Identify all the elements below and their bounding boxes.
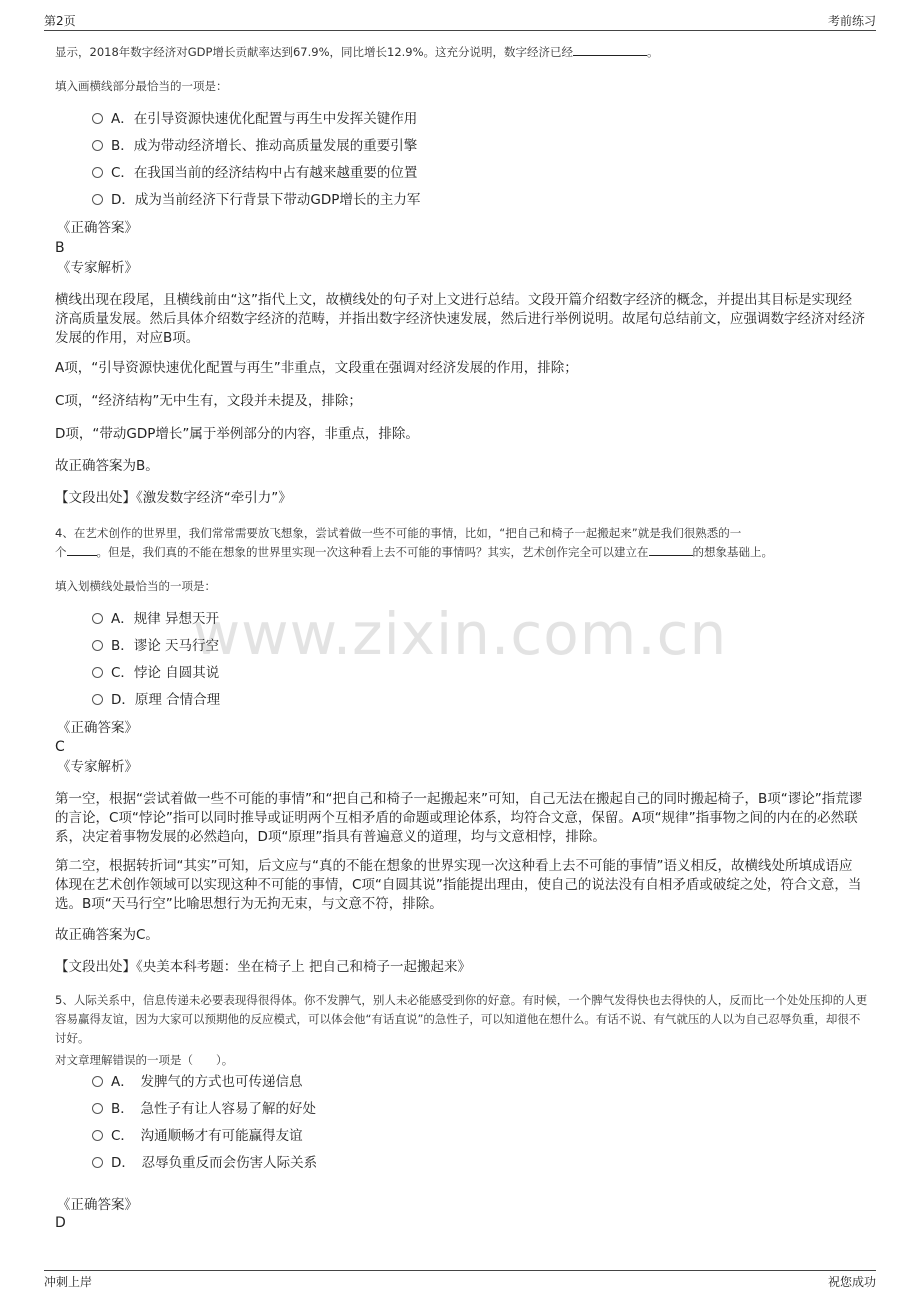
q4-answer-label: 《正确答案》: [57, 720, 138, 736]
q3-analysis-label: 《专家解析》: [57, 260, 138, 276]
q4-option-b[interactable]: [92, 636, 219, 656]
q3-analysis-para-1: 横线出现在段尾，且横线前由“这”指代上文，故横线处的句子对上文进行总结。文段开篇介绍数字经济的概念，并提出其目标是实现经济高质量发展。然后具体介绍数字经济的范畴，并指出数字经济快速发展，然后进行举例说明。故尾句总结前文，应强调数字经济对经济发展的作用，对应B项。: [55, 292, 865, 346]
q4-analysis-para-2: 第二空，根据转折词“其实”可知，后文应与“真的不能在想象的世界实现一次这种看上去不可能的事情”语义相反，故横线处所填成语应体现在艺术创作领域可以实现这种不可能的事情，C项“自圆其说”指能提出理由，使自己的说法没有自相矛盾或破绽之处，符合文意，当选。B项“天马行空”比喻思想行为无拘无束，与文意不符，排除。: [55, 858, 862, 912]
q4-option-d-label: D．原理 合情合理: [111, 692, 221, 708]
page-footer: [44, 1270, 876, 1301]
radio-icon[interactable]: [92, 1130, 103, 1141]
q3-option-c-label: C．在我国当前的经济结构中占有越来越重要的位置: [111, 165, 418, 181]
q5-option-c-label: C． 沟通顺畅才有可能赢得友谊: [111, 1128, 303, 1144]
q3-option-c[interactable]: [92, 163, 417, 183]
q5-option-a-label: A． 发脾气的方式也可传递信息: [111, 1074, 303, 1090]
q4-option-a-label: A．规律 异想天开: [111, 611, 220, 627]
q3-analysis-para-5: 故正确答案为B。: [55, 458, 159, 474]
q3-source: 【文段出处】《激发数字经济“牵引力”》: [55, 490, 292, 506]
q3-option-b-label: B．成为带动经济增长、推动高质量发展的重要引擎: [111, 138, 418, 154]
q4-option-b-label: B．谬论 天马行空: [111, 638, 220, 654]
q5-answer-label: 《正确答案》: [57, 1197, 138, 1213]
q4-blank-2: [649, 543, 693, 556]
q4-stem-line-2: [55, 542, 773, 562]
radio-icon[interactable]: [92, 1076, 103, 1087]
q4-option-c[interactable]: [92, 663, 219, 683]
q4-option-a[interactable]: [92, 609, 219, 629]
q4-stem-text-c: 的想象基础上。: [692, 545, 773, 559]
footer-left-text: 冲刺上岸: [44, 1275, 93, 1289]
q3-stem: [55, 42, 659, 62]
q5-option-b[interactable]: [92, 1099, 316, 1119]
q3-answer-label: 《正确答案》: [57, 220, 138, 236]
q3-prompt: 填入画横线部分最恰当的一项是：: [55, 79, 228, 93]
radio-icon[interactable]: [92, 613, 103, 624]
page-header: [44, 0, 876, 31]
q4-answer: C: [55, 739, 65, 755]
footer-right-text: 祝您成功: [827, 1275, 876, 1289]
q3-option-b[interactable]: [92, 136, 417, 156]
q4-analysis-para-3: 故正确答案为C。: [55, 927, 159, 943]
q3-option-a[interactable]: [92, 109, 417, 129]
radio-icon[interactable]: [92, 1103, 103, 1114]
radio-icon[interactable]: [92, 194, 103, 205]
q5-option-a[interactable]: [92, 1072, 303, 1092]
q3-stem-end: 。: [647, 45, 659, 59]
q4-option-c-label: C．悖论 自圆其说: [111, 665, 220, 681]
q3-analysis-para-2: A项，“引导资源快速优化配置与再生”非重点，文段重在强调对经济发展的作用，排除；: [55, 360, 578, 376]
q5-option-d[interactable]: [92, 1153, 317, 1173]
q4-source: 【文段出处】《央美本科考题：坐在椅子上 把自己和椅子一起搬起来》: [55, 959, 472, 975]
section-title: 考前练习: [827, 14, 876, 28]
radio-icon[interactable]: [92, 694, 103, 705]
radio-icon[interactable]: [92, 640, 103, 651]
q3-answer: B: [55, 240, 65, 256]
q3-option-d-label: D．成为当前经济下行背景下带动GDP增长的主力军: [111, 192, 421, 208]
q4-analysis-label: 《专家解析》: [57, 759, 138, 775]
watermark: www.zixin.com.cn: [192, 600, 728, 668]
q4-option-d[interactable]: [92, 690, 220, 710]
q5-option-c[interactable]: [92, 1126, 303, 1146]
radio-icon[interactable]: [92, 1157, 103, 1168]
q4-stem-text-b: 。但是，我们真的不能在想象的世界里实现一次这种看上去不可能的事情吗？其实，艺术创作完全可以建立在: [96, 545, 649, 559]
q3-blank: [573, 43, 647, 56]
q5-answer: D: [55, 1215, 66, 1231]
radio-icon[interactable]: [92, 167, 103, 178]
q4-stem-text-a: 个: [55, 545, 67, 559]
q4-analysis-para-1: 第一空，根据“尝试着做一些不可能的事情”和“把自己和椅子一起搬起来”可知，自己无法在搬起自己的同时搬起椅子，B项“谬论”指荒谬的言论，C项“悖论”指可以同时推导或证明两个互相矛盾的命题或理论体系，均符合文意，保留。A项“规律”指事物之间的内在的必然联系，决定着事物发展的必然趋向，D项“原理”指具有普遍意义的道理，均与文意相悖，排除。: [55, 791, 863, 845]
q3-analysis-para-4: D项，“带动GDP增长”属于举例部分的内容，非重点，排除。: [55, 426, 419, 442]
q5-stem: 5、人际关系中，信息传递未必要表现得很得体。你不发脾气，别人未必能感受到你的好意。有时候，一个脾气发得快也去得快的人，反而比一个处处压抑的人更容易赢得友谊，因为大家可以预期他的反应模式，可以体会他“有话直说”的急性子，可以知道他在想什么。有话不说、有气就压的人以为自己忍辱负重，却很不讨好。: [55, 993, 868, 1045]
q3-option-d[interactable]: [92, 190, 420, 210]
radio-icon[interactable]: [92, 667, 103, 678]
q5-prompt: 对文章理解错误的一项是（ ）。: [55, 1053, 234, 1067]
q5-option-b-label: B． 急性子有让人容易了解的好处: [111, 1101, 317, 1117]
q4-blank-1: [67, 543, 97, 556]
q3-option-a-label: A．在引导资源快速优化配置与再生中发挥关键作用: [111, 111, 418, 127]
q5-option-d-label: D． 忍辱负重反而会伤害人际关系: [111, 1155, 318, 1171]
q3-stem-text: 显示，2018年数字经济对GDP增长贡献率达到67.9%，同比增长12.9%。这充分说明，数字经济已经: [55, 45, 574, 59]
q4-stem-line-1: 4、在艺术创作的世界里，我们常常需要放飞想象，尝试着做一些不可能的事情，比如，“把自己和椅子一起搬起来”就是我们很熟悉的一: [55, 526, 742, 540]
radio-icon[interactable]: [92, 113, 103, 124]
q3-analysis-para-3: C项，“经济结构”无中生有，文段并未提及，排除；: [55, 393, 362, 409]
q4-prompt: 填入划横线处最恰当的一项是：: [55, 579, 216, 593]
radio-icon[interactable]: [92, 140, 103, 151]
page-number: 第2页: [44, 14, 76, 28]
